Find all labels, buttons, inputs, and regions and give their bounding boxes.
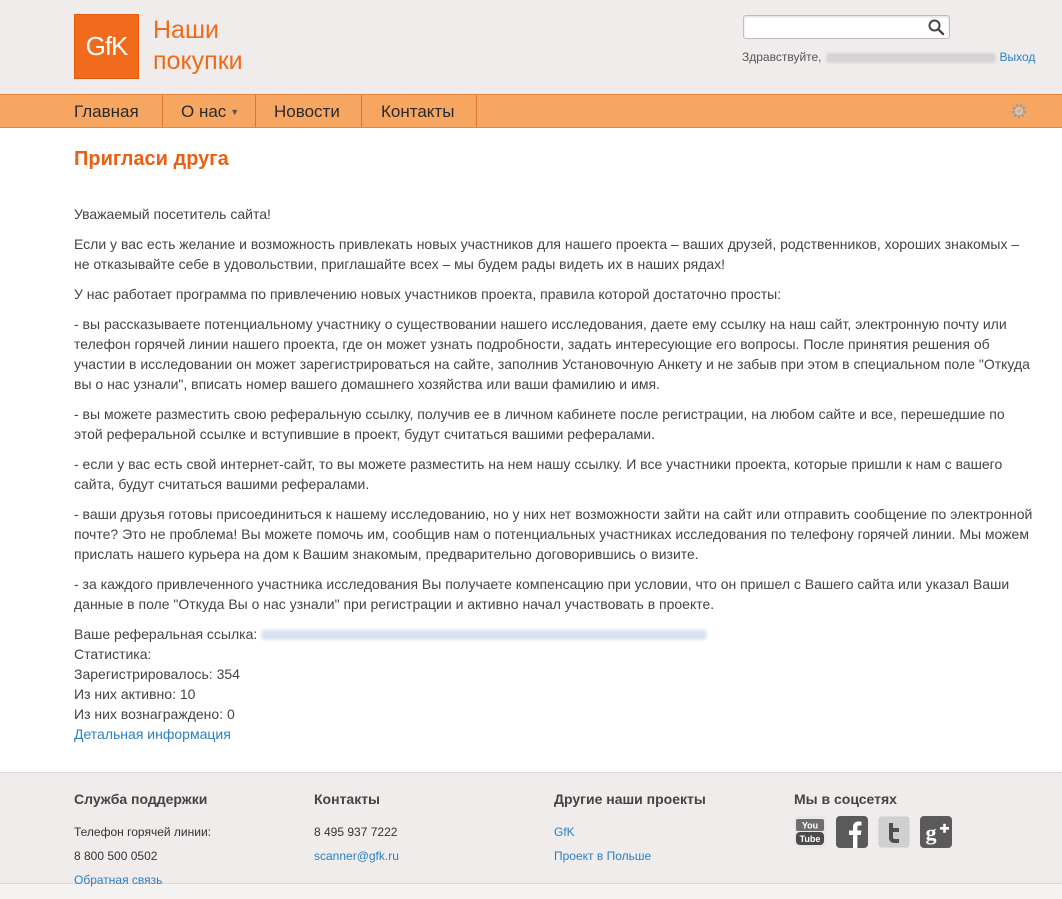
main-nav: [0, 94, 1062, 128]
gfk-logo[interactable]: [74, 14, 139, 79]
username-blurred: [826, 53, 996, 63]
svg-text:g: g: [925, 820, 937, 845]
paragraph: - ваши друзья готовы присоединиться к нашему исследованию, но у них нет возможности зайти на сайт или отправить сообщение по электронной почте? Это не проблема! Вы можете помочь им, сообщив нам о потенциальных участниках исследования по телефону горячей линии. Мы можем прислать нашего курьера на дом к Вашим знакомым, предварительно договорившись о визите.: [74, 506, 1033, 562]
footer-social-title: Мы в соцсетях: [794, 791, 897, 807]
paragraph: - вы можете разместить свою реферальную ссылку, получив ее в личном кабинете после регистрации, на любом сайте и все, перешедшие по этой реферальной ссылке и вступившие в проект, будут считаться вашими рефералами.: [74, 406, 1005, 442]
search-input[interactable]: [748, 18, 922, 36]
google-plus-icon[interactable]: [920, 816, 952, 848]
footer-contacts-title: Контакты: [314, 791, 381, 807]
search-box: [743, 15, 950, 39]
page-title: Пригласи друга: [74, 148, 229, 170]
footer-contacts: [314, 790, 399, 868]
feedback-link[interactable]: Обратная связь: [74, 873, 163, 887]
search-icon[interactable]: [927, 18, 945, 36]
contact-email-link[interactable]: scanner@gfk.ru: [314, 849, 399, 863]
gear-icon[interactable]: [1011, 103, 1027, 119]
nav-item-about[interactable]: [181, 95, 239, 127]
stat-rewarded: Из них вознаграждено: 0: [74, 706, 235, 722]
stat-registered: Зарегистрировалось: 354: [74, 666, 240, 682]
footer-support-title: Служба поддержки: [74, 791, 208, 807]
paragraph: - если у вас есть свой интернет-сайт, то вы можете разместить на нем нашу ссылку. И все участники проекта, которые пришли к нам с вашего сайта, будут считаться вашими рефералами.: [74, 456, 1003, 492]
referral-link-label: Ваше реферальная ссылка:: [74, 626, 258, 642]
nav-item-news[interactable]: Новости: [274, 102, 340, 121]
stat-active: Из них активно: 10: [74, 686, 196, 702]
logo-text: GfK: [85, 31, 128, 61]
youtube-icon[interactable]: [794, 816, 826, 848]
hotline-number: 8 800 500 0502: [74, 849, 158, 863]
twitter-icon[interactable]: [878, 816, 910, 848]
detail-info-link[interactable]: Детальная информация: [74, 726, 231, 742]
referral-link-blurred[interactable]: [261, 630, 707, 640]
nav-item-contacts[interactable]: Контакты: [381, 102, 455, 121]
project-link-poland[interactable]: Проект в Польше: [554, 849, 652, 863]
user-greeting: [742, 50, 1035, 64]
greeting-text: Здравствуйте,: [742, 50, 822, 64]
header: [0, 0, 1062, 94]
paragraph: Уважаемый посетитель сайта!: [74, 206, 271, 222]
stats-title: Статистика:: [74, 646, 152, 662]
paragraph: Если у вас есть желание и возможность привлекать новых участников для нашего проекта – ваших друзей, родственников, хороших знакомых – не отказывайте себе в удовольствии, приглашайте всех – мы будем рады видеть их в наших рядах!: [74, 236, 1020, 272]
contact-phone: 8 495 937 7222: [314, 825, 398, 839]
site-title-line1: Наши: [153, 16, 219, 44]
hotline-label: Телефон горячей линии:: [74, 825, 211, 839]
project-link-gfk[interactable]: GfK: [554, 825, 575, 839]
nav-divider: [162, 95, 163, 127]
nav-divider: [361, 95, 362, 127]
referral-stats: [74, 624, 707, 744]
paragraph: - за каждого привлеченного участника исследования Вы получаете компенсацию при условии, что он пришел с Вашего сайта или указал Ваши данные в поле "Откуда Вы о нас узнали" при регистрации и активно начал участвовать в проекте.: [74, 576, 1010, 612]
site-title[interactable]: [153, 15, 243, 77]
caret-down-icon: ▼: [230, 107, 240, 118]
footer-support: [74, 790, 211, 892]
logout-link[interactable]: Выход: [999, 50, 1036, 64]
facebook-icon[interactable]: [836, 816, 868, 848]
referral-link-row: [74, 624, 707, 644]
svg-text:Tube: Tube: [799, 834, 821, 844]
nav-item-about-label: О нас: [181, 102, 227, 121]
main-content: [74, 204, 1034, 624]
paragraph: - вы рассказываете потенциальному участнику о существовании нашего исследования, даете ему ссылку на наш сайт, электронную почту или телефон горячей линии нашего проекта, где он может узнать подробности, задать интересующие его вопросы. После принятия решения об участии в исследовании он может зарегистрироваться на сайте, заполнив Установочную Анкету и не забыв при этом в специальном поле "Откуда вы о нас узнали", вписать номер вашего домашнего хозяйства или ваши фамилию и имя.: [74, 316, 1030, 392]
site-title-line2: покупки: [153, 47, 243, 75]
nav-divider: [476, 95, 477, 127]
svg-text:You: You: [801, 820, 819, 831]
footer-projects: [554, 790, 706, 868]
paragraph: У нас работает программа по привлечению новых участников проекта, правила которой достаточно просты:: [74, 286, 782, 302]
nav-item-home[interactable]: Главная: [74, 102, 139, 121]
footer-projects-title: Другие наши проекты: [554, 791, 706, 807]
nav-divider: [255, 95, 256, 127]
